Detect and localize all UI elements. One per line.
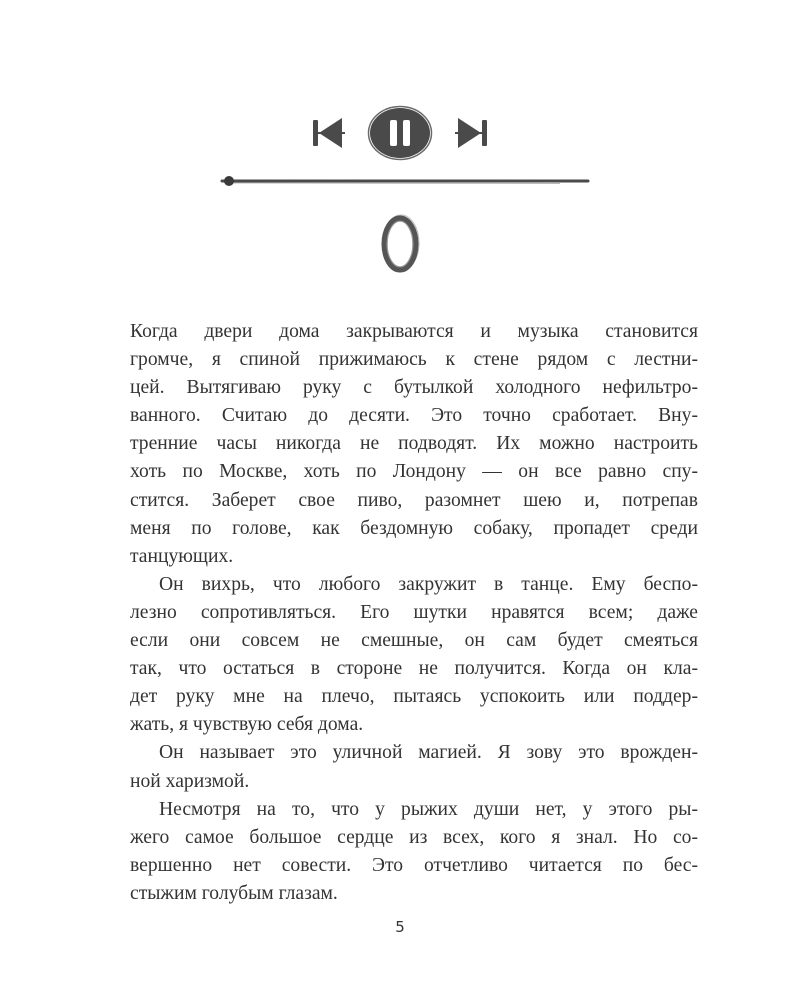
- paragraph: [130, 739, 698, 795]
- text-line: Несмотря на то, что у рыжих души нет, у этого ры-: [159, 798, 698, 820]
- text-line: так, что остаться в стороне не получится. Когда он кла-: [130, 658, 698, 680]
- text-line: меня по голове, как бездомную собаку, пропадет среди: [130, 517, 698, 539]
- text-line: Он вихрь, что любого закружит в танце. Ему беспо-: [159, 573, 698, 595]
- text-line: ной харизмой.: [130, 770, 250, 792]
- text-line: если они совсем не смешные, он сам будет смеяться: [130, 630, 698, 652]
- paragraph: [130, 796, 698, 908]
- page-number: 5: [395, 918, 405, 936]
- body-text: [130, 318, 698, 908]
- progress-bar[interactable]: [222, 176, 588, 186]
- pause-icon[interactable]: [369, 107, 432, 160]
- text-line: жать, я чувствую себя дома.: [130, 714, 364, 736]
- text-line: громче, я спиной прижимаюсь к стене рядом с лестни-: [130, 349, 698, 371]
- text-line: стыжим голубым глазам.: [130, 882, 338, 904]
- skip-back-icon[interactable]: [313, 118, 345, 148]
- text-line: жего самое большое сердце из всех, кого я знал. Но со-: [130, 826, 698, 848]
- text-line: лезно сопротивляться. Его шутки нравятся всем; даже: [130, 601, 698, 623]
- text-line: тренние часы никогда не подводят. Их можно настроить: [130, 433, 698, 455]
- chapter-number-graphic: [383, 215, 419, 271]
- text-line: стится. Заберет свое пиво, разомнет шею и, потрепав: [130, 489, 698, 511]
- text-line: цей. Вытягиваю руку с бутылкой холодного нефильтро-: [130, 377, 698, 399]
- text-line: Он называет это уличной магией. Я зову это врожден-: [159, 742, 698, 764]
- text-line: Когда двери дома закрываются и музыка становится: [130, 321, 698, 342]
- text-line: ванного. Считаю до десяти. Это точно сработает. Вну-: [130, 405, 698, 427]
- progress-handle[interactable]: [224, 176, 234, 186]
- text-line: вершенно нет совести. Это отчетливо читается по бес-: [130, 854, 698, 876]
- player-graphic: [0, 0, 800, 290]
- paragraph: [130, 571, 698, 740]
- skip-forward-icon[interactable]: [455, 118, 487, 148]
- music-player: [0, 0, 800, 290]
- paragraph: [130, 318, 698, 571]
- text-line: хоть по Москве, хоть по Лондону — он все равно спу-: [130, 461, 698, 483]
- text-line: танцующих.: [130, 545, 234, 567]
- text-line: дет руку мне на плечо, пытаясь успокоить или поддер-: [130, 686, 698, 708]
